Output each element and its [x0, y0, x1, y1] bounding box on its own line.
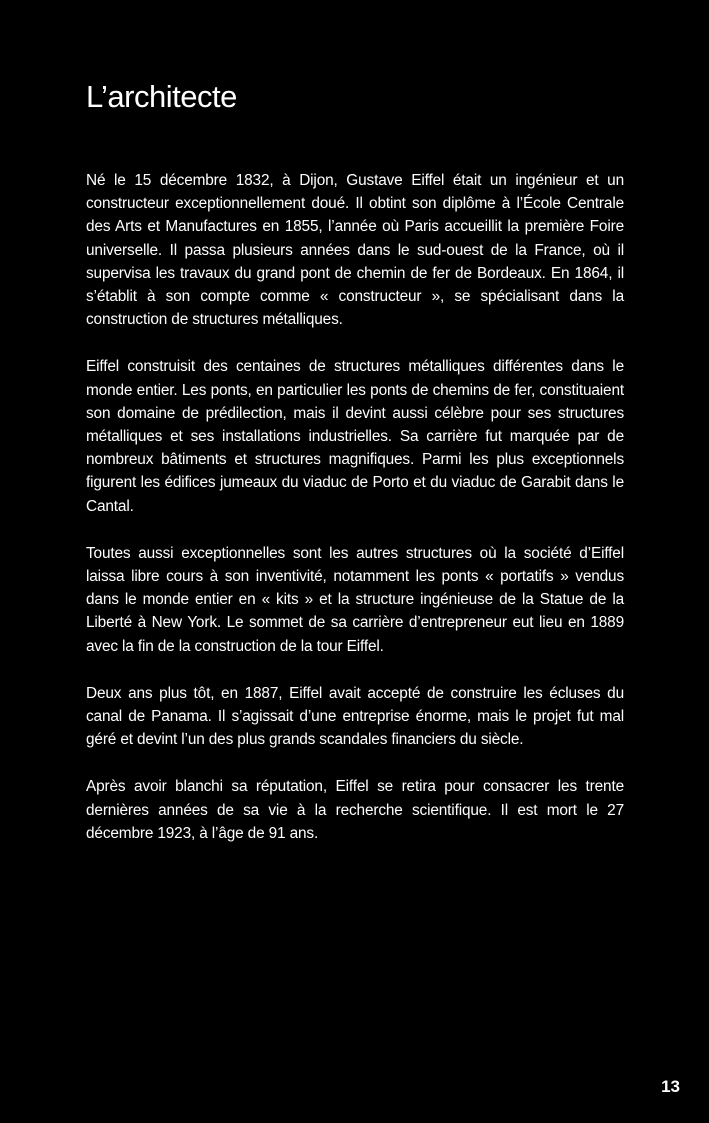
paragraph-1: Né le 15 décembre 1832, à Dijon, Gustave Eiffel était un ingénieur et un constructeur exceptionnellement doué. Il obtint son diplôme à l’École Centrale des Arts et Manufactures en 1855, l’année où Paris accueillit la première Foire universelle. Il passa plusieurs années dans le sud-ouest de la France, où il supervisa les travaux du grand pont de chemin de fer de Bordeaux. En 1864, il s’établit à son compte comme « constructeur », se spécialisant dans la construction de structures métalliques. [86, 172, 624, 329]
paragraph-4: Deux ans plus tôt, en 1887, Eiffel avait accepté de construire les écluses du canal de Panama. Il s’agissait d’une entreprise énorme, mais le projet fut mal géré et devint l’un des plus grands scandales financiers du siècle. [86, 684, 624, 749]
paragraph-3: Toutes aussi exceptionnelles sont les autres structures où la société d’Eiffel laissa libre cours à son inventivité, notamment les ponts « portatifs » vendus dans le monde entier en « kits » et la structure ingénieuse de la Statue de la Liberté à New York. Le sommet de sa carrière d’entrepreneur eut lieu en 1889 avec la fin de la construction de la tour Eiffel. [86, 544, 624, 655]
page-number: 13 [661, 1077, 680, 1096]
paragraph-5: Après avoir blanchi sa réputation, Eiffel se retira pour consacrer les trente dernières années de sa vie à la recherche scientifique. Il est mort le 27 décembre 1923, à l’âge de 91 ans. [86, 778, 624, 842]
paragraph-2: Eiffel construisit des centaines de structures métalliques différentes dans le monde entier. Les ponts, en particulier les ponts de chemins de fer, constituaient son domaine de prédilection, mais il devint aussi célèbre pour ses structures métalliques et ses installations industrielles. Sa carrière fut marquée par de nombreux bâtiments et structures magnifiques. Parmi les plus exceptionnels figurent les édifices jumeaux du viaduc de Porto et du viaduc de Garabit dans le Cantal. [86, 358, 624, 515]
page-title: L’architecte [86, 79, 237, 114]
body-text [86, 169, 624, 869]
